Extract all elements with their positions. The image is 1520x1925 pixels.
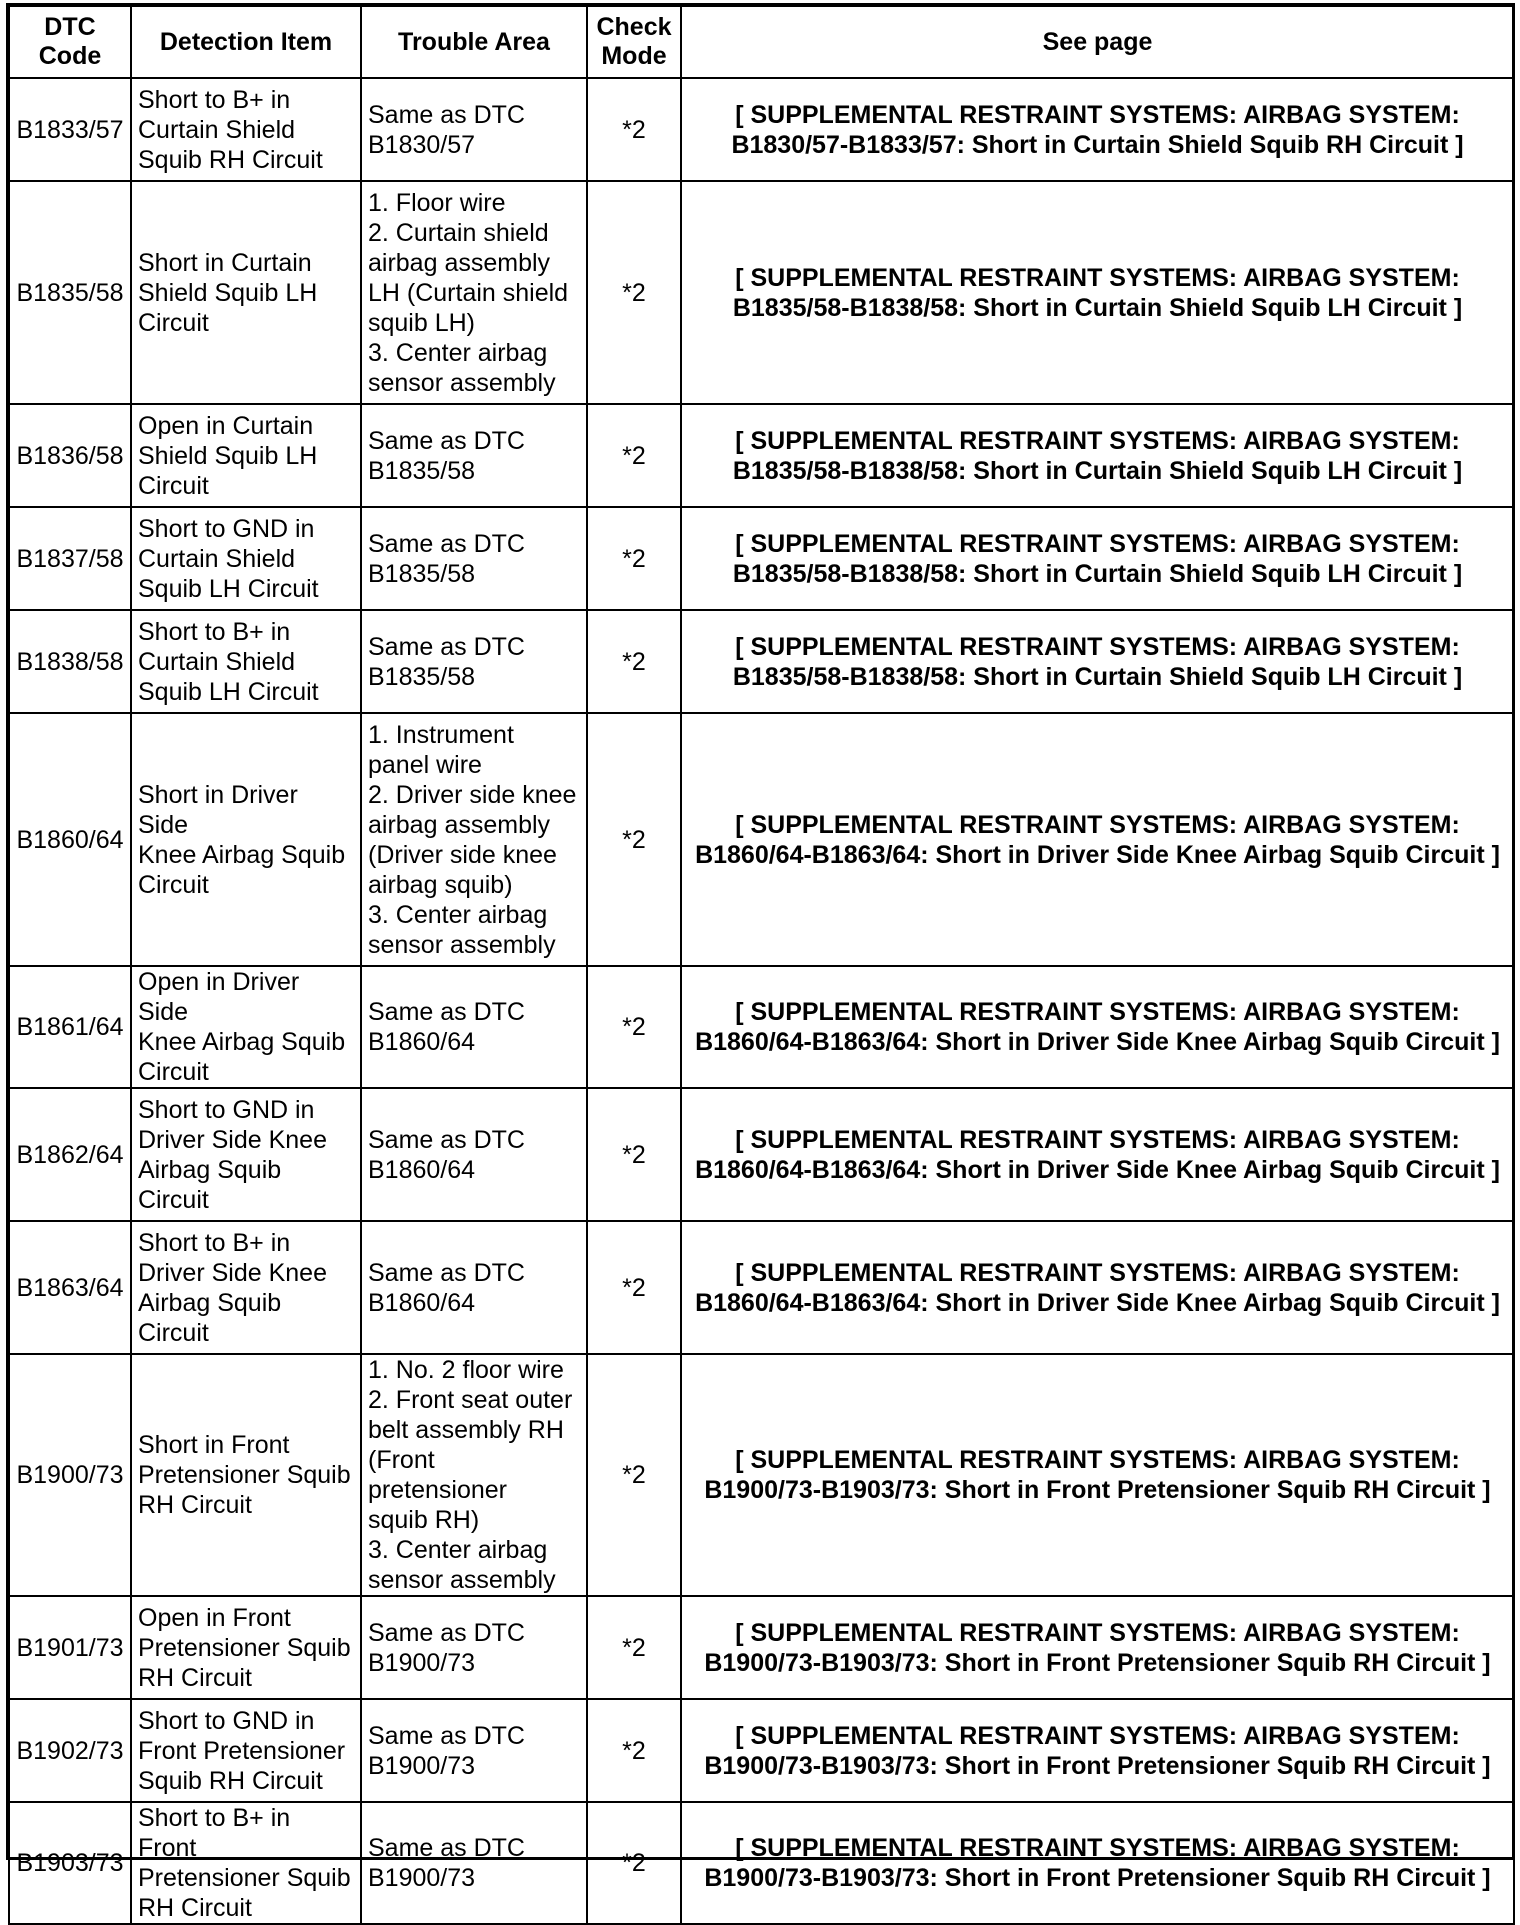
check-mode: *2 [587, 1088, 681, 1221]
see-page-link[interactable]: [ SUPPLEMENTAL RESTRAINT SYSTEMS: AIRBAG SYSTEM: B1860/64-B1863/64: Short in Driver Side Knee Airbag Squib Circuit ] [681, 1221, 1514, 1354]
detection-item: Open in Curtain Shield Squib LH Circuit [131, 404, 361, 507]
trouble-area: Same as DTC B1835/58 [361, 610, 587, 713]
trouble-area: Same as DTC B1860/64 [361, 1088, 587, 1221]
header-detection-item: Detection Item [131, 6, 361, 78]
check-mode: *2 [587, 713, 681, 966]
trouble-area: Same as DTC B1900/73 [361, 1596, 587, 1699]
table-row [9, 713, 1514, 966]
check-mode: *2 [587, 610, 681, 713]
detection-item: Open in Driver Side Knee Airbag Squib Circuit [131, 966, 361, 1088]
table-row [9, 1596, 1514, 1699]
check-mode: *2 [587, 181, 681, 404]
table-row [9, 1088, 1514, 1221]
see-page-link[interactable]: [ SUPPLEMENTAL RESTRAINT SYSTEMS: AIRBAG SYSTEM: B1900/73-B1903/73: Short in Front Pretensioner Squib RH Circuit ] [681, 1596, 1514, 1699]
table-row [9, 507, 1514, 610]
dtc-code: B1900/73 [9, 1354, 131, 1596]
dtc-code: B1901/73 [9, 1596, 131, 1699]
detection-item: Short to GND in Curtain Shield Squib LH Circuit [131, 507, 361, 610]
detection-item: Open in Front Pretensioner Squib RH Circuit [131, 1596, 361, 1699]
table-row [9, 181, 1514, 404]
see-page-link[interactable]: [ SUPPLEMENTAL RESTRAINT SYSTEMS: AIRBAG SYSTEM: B1860/64-B1863/64: Short in Driver Side Knee Airbag Squib Circuit ] [681, 966, 1514, 1088]
detection-item: Short to B+ in Front Pretensioner Squib RH Circuit [131, 1802, 361, 1924]
trouble-area: Same as DTC B1835/58 [361, 404, 587, 507]
detection-item: Short to GND in Driver Side Knee Airbag Squib Circuit [131, 1088, 361, 1221]
detection-item: Short in Curtain Shield Squib LH Circuit [131, 181, 361, 404]
check-mode: *2 [587, 78, 681, 181]
table-row [9, 1699, 1514, 1802]
detection-item: Short to B+ in Curtain Shield Squib RH Circuit [131, 78, 361, 181]
trouble-area: 1. No. 2 floor wire 2. Front seat outer belt assembly RH (Front pretensioner squib RH) 3. Center airbag sensor assembly [361, 1354, 587, 1596]
table-row [9, 966, 1514, 1088]
header-trouble-area: Trouble Area [361, 6, 587, 78]
trouble-area: Same as DTC B1860/64 [361, 966, 587, 1088]
trouble-area: Same as DTC B1835/58 [361, 507, 587, 610]
detection-item: Short to B+ in Driver Side Knee Airbag Squib Circuit [131, 1221, 361, 1354]
dtc-code: B1836/58 [9, 404, 131, 507]
header-dtc-code: DTC Code [9, 6, 131, 78]
header-check-mode: Check Mode [587, 6, 681, 78]
see-page-link[interactable]: [ SUPPLEMENTAL RESTRAINT SYSTEMS: AIRBAG SYSTEM: B1900/73-B1903/73: Short in Front Pretensioner Squib RH Circuit ] [681, 1802, 1514, 1924]
table-row [9, 610, 1514, 713]
table-row [9, 1802, 1514, 1924]
dtc-code: B1861/64 [9, 966, 131, 1088]
check-mode: *2 [587, 1596, 681, 1699]
check-mode: *2 [587, 1699, 681, 1802]
dtc-code: B1862/64 [9, 1088, 131, 1221]
table-row [9, 1354, 1514, 1596]
table-row [9, 1221, 1514, 1354]
see-page-link[interactable]: [ SUPPLEMENTAL RESTRAINT SYSTEMS: AIRBAG SYSTEM: B1835/58-B1838/58: Short in Curtain Shield Squib LH Circuit ] [681, 181, 1514, 404]
see-page-link[interactable]: [ SUPPLEMENTAL RESTRAINT SYSTEMS: AIRBAG SYSTEM: B1835/58-B1838/58: Short in Curtain Shield Squib LH Circuit ] [681, 507, 1514, 610]
trouble-area: Same as DTC B1830/57 [361, 78, 587, 181]
check-mode: *2 [587, 1221, 681, 1354]
see-page-link[interactable]: [ SUPPLEMENTAL RESTRAINT SYSTEMS: AIRBAG SYSTEM: B1900/73-B1903/73: Short in Front Pretensioner Squib RH Circuit ] [681, 1699, 1514, 1802]
dtc-code: B1863/64 [9, 1221, 131, 1354]
see-page-link[interactable]: [ SUPPLEMENTAL RESTRAINT SYSTEMS: AIRBAG SYSTEM: B1835/58-B1838/58: Short in Curtain Shield Squib LH Circuit ] [681, 610, 1514, 713]
see-page-link[interactable]: [ SUPPLEMENTAL RESTRAINT SYSTEMS: AIRBAG SYSTEM: B1860/64-B1863/64: Short in Driver Side Knee Airbag Squib Circuit ] [681, 713, 1514, 966]
see-page-link[interactable]: [ SUPPLEMENTAL RESTRAINT SYSTEMS: AIRBAG SYSTEM: B1830/57-B1833/57: Short in Curtain Shield Squib RH Circuit ] [681, 78, 1514, 181]
table-row [9, 404, 1514, 507]
see-page-link[interactable]: [ SUPPLEMENTAL RESTRAINT SYSTEMS: AIRBAG SYSTEM: B1900/73-B1903/73: Short in Front Pretensioner Squib RH Circuit ] [681, 1354, 1514, 1596]
trouble-area: Same as DTC B1900/73 [361, 1699, 587, 1802]
check-mode: *2 [587, 1354, 681, 1596]
dtc-code: B1833/57 [9, 78, 131, 181]
trouble-area: Same as DTC B1900/73 [361, 1802, 587, 1924]
dtc-code: B1835/58 [9, 181, 131, 404]
header-see-page: See page [681, 6, 1514, 78]
dtc-code: B1902/73 [9, 1699, 131, 1802]
check-mode: *2 [587, 966, 681, 1088]
check-mode: *2 [587, 404, 681, 507]
table-row [9, 78, 1514, 181]
dtc-code: B1838/58 [9, 610, 131, 713]
detection-item: Short to GND in Front Pretensioner Squib RH Circuit [131, 1699, 361, 1802]
detection-item: Short in Driver Side Knee Airbag Squib Circuit [131, 713, 361, 966]
detection-item: Short to B+ in Curtain Shield Squib LH Circuit [131, 610, 361, 713]
check-mode: *2 [587, 507, 681, 610]
dtc-code: B1903/73 [9, 1802, 131, 1924]
trouble-area: 1. Instrument panel wire 2. Driver side knee airbag assembly (Driver side knee airbag squib) 3. Center airbag sensor assembly [361, 713, 587, 966]
dtc-code: B1860/64 [9, 713, 131, 966]
detection-item: Short in Front Pretensioner Squib RH Circuit [131, 1354, 361, 1596]
header-row [9, 6, 1514, 78]
trouble-area: Same as DTC B1860/64 [361, 1221, 587, 1354]
check-mode: *2 [587, 1802, 681, 1924]
see-page-link[interactable]: [ SUPPLEMENTAL RESTRAINT SYSTEMS: AIRBAG SYSTEM: B1835/58-B1838/58: Short in Curtain Shield Squib LH Circuit ] [681, 404, 1514, 507]
see-page-link[interactable]: [ SUPPLEMENTAL RESTRAINT SYSTEMS: AIRBAG SYSTEM: B1860/64-B1863/64: Short in Driver Side Knee Airbag Squib Circuit ] [681, 1088, 1514, 1221]
dtc-table [8, 5, 1515, 1925]
dtc-code: B1837/58 [9, 507, 131, 610]
trouble-area: 1. Floor wire 2. Curtain shield airbag assembly LH (Curtain shield squib LH) 3. Center airbag sensor assembly [361, 181, 587, 404]
